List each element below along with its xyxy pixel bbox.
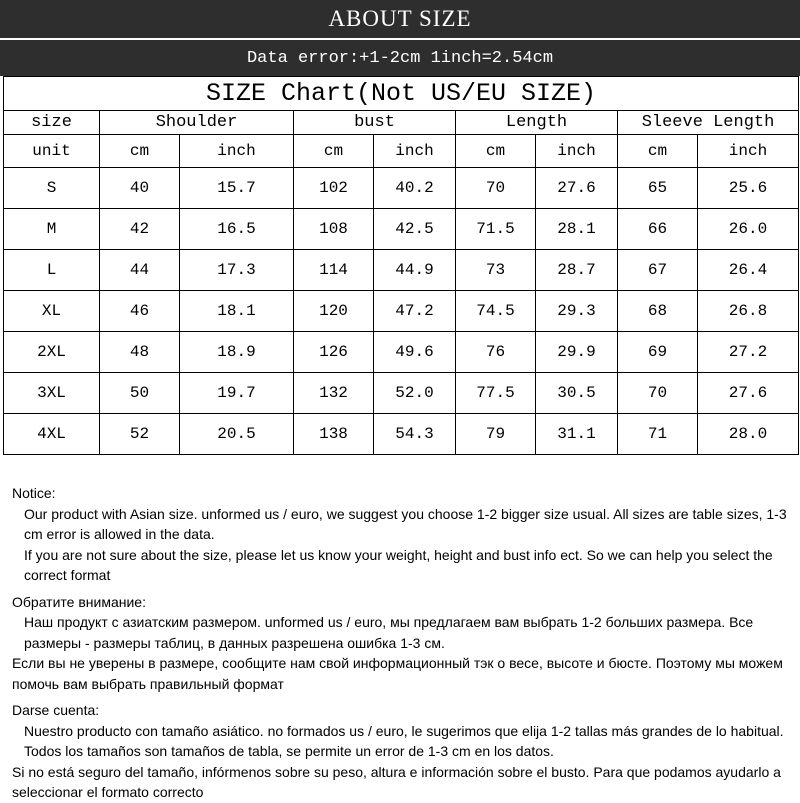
- header-length: Length: [456, 111, 618, 135]
- measurement-cell: 19.7: [180, 373, 294, 414]
- measurement-cell: 54.3: [374, 414, 456, 455]
- unit-cell: inch: [374, 135, 456, 168]
- table-row: [4, 373, 799, 414]
- table-row: [4, 168, 799, 209]
- measurement-cell: 16.5: [180, 209, 294, 250]
- measurement-cell: 102: [294, 168, 374, 209]
- measurement-cell: 20.5: [180, 414, 294, 455]
- measurement-cell: 52.0: [374, 373, 456, 414]
- measurement-cell: 26.8: [698, 291, 799, 332]
- measurement-cell: 65: [618, 168, 698, 209]
- table-row: [4, 414, 799, 455]
- measurement-cell: 28.1: [536, 209, 618, 250]
- measurement-cell: 70: [618, 373, 698, 414]
- table-row: [4, 250, 799, 291]
- unit-cell: inch: [180, 135, 294, 168]
- measurement-cell: 76: [456, 332, 536, 373]
- measurement-cell: 17.3: [180, 250, 294, 291]
- measurement-cell: 18.1: [180, 291, 294, 332]
- size-label-cell: 4XL: [4, 414, 100, 455]
- header-sleeve-length: Sleeve Length: [618, 111, 799, 135]
- size-label-cell: 3XL: [4, 373, 100, 414]
- measurement-cell: 27.6: [698, 373, 799, 414]
- measurement-cell: 50: [100, 373, 180, 414]
- measurement-cell: 79: [456, 414, 536, 455]
- measurement-cell: 52: [100, 414, 180, 455]
- measurement-cell: 49.6: [374, 332, 456, 373]
- measurement-cell: 40.2: [374, 168, 456, 209]
- size-label-cell: M: [4, 209, 100, 250]
- measurement-cell: 114: [294, 250, 374, 291]
- measurement-cell: 42: [100, 209, 180, 250]
- measurement-cell: 25.6: [698, 168, 799, 209]
- notice-heading-ru: Обратите внимание:: [12, 593, 146, 610]
- measurement-cell: 28.7: [536, 250, 618, 291]
- measurement-cell: 68: [618, 291, 698, 332]
- notice-paragraph-ru-1: Наш продукт с азиатским размером. unformed us / euro, мы предлагаем вам выбрать 1-2 больших размера. Все размеры - размеры таблиц, в данных разрешена ошибка 1-3 см.: [24, 614, 754, 651]
- table-row: [4, 291, 799, 332]
- notice-paragraph-en-1: Our product with Asian size. unformed us / euro, we suggest you choose 1-2 bigger size usual. All sizes are table sizes, 1-3 cm error is allowed in the data.: [24, 505, 787, 542]
- measurement-cell: 66: [618, 209, 698, 250]
- measurement-cell: 77.5: [456, 373, 536, 414]
- measurement-cell: 44.9: [374, 250, 456, 291]
- notice-heading-en: Notice:: [12, 485, 56, 501]
- size-chart-table: [3, 76, 799, 455]
- measurement-cell: 138: [294, 414, 374, 455]
- measurement-cell: 15.7: [180, 168, 294, 209]
- notice-section: [12, 483, 794, 803]
- measurement-cell: 74.5: [456, 291, 536, 332]
- unit-cell: cm: [456, 135, 536, 168]
- header-shoulder: Shoulder: [100, 111, 294, 135]
- measurement-cell: 132: [294, 373, 374, 414]
- unit-cell: cm: [618, 135, 698, 168]
- measurement-cell: 71: [618, 414, 698, 455]
- measurement-cell: 27.2: [698, 332, 799, 373]
- measurement-cell: 69: [618, 332, 698, 373]
- measurement-cell: 26.0: [698, 209, 799, 250]
- header-bust: bust: [294, 111, 456, 135]
- measurement-cell: 28.0: [698, 414, 799, 455]
- banner-title: ABOUT SIZE: [0, 0, 800, 38]
- size-label-cell: 2XL: [4, 332, 100, 373]
- table-row: [4, 332, 799, 373]
- unit-cell: inch: [536, 135, 618, 168]
- measurement-cell: 29.3: [536, 291, 618, 332]
- unit-cell: cm: [294, 135, 374, 168]
- measurement-cell: 48: [100, 332, 180, 373]
- measurement-cell: 30.5: [536, 373, 618, 414]
- notice-paragraph-es-1: Nuestro producto con tamaño asiático. no formados us / euro, le sugerimos que elija 1-2 tallas más grandes de lo habitual. Todos los tamaños son tamaños de tabla, se permite un error de 1-3 cm en los datos.: [24, 722, 784, 759]
- unit-cell: cm: [100, 135, 180, 168]
- unit-row: [4, 135, 799, 168]
- measurement-cell: 31.1: [536, 414, 618, 455]
- notice-paragraph-ru-2: Если вы не уверены в размере, сообщите нам свой информационный тэк о весе, высоте и бюсте. Поэтому мы можем помочь вам выбрать правильный формат: [12, 655, 783, 692]
- unit-cell: inch: [698, 135, 799, 168]
- size-label-cell: S: [4, 168, 100, 209]
- measurement-cell: 47.2: [374, 291, 456, 332]
- measurement-cell: 73: [456, 250, 536, 291]
- table-row: [4, 209, 799, 250]
- measurement-cell: 27.6: [536, 168, 618, 209]
- measurement-cell: 40: [100, 168, 180, 209]
- measurement-cell: 44: [100, 250, 180, 291]
- notice-heading-es: Darse cuenta:: [12, 702, 100, 718]
- size-label-cell: XL: [4, 291, 100, 332]
- measurement-cell: 18.9: [180, 332, 294, 373]
- measurement-cell: 120: [294, 291, 374, 332]
- header-size: size: [4, 111, 100, 135]
- measurement-cell: 108: [294, 209, 374, 250]
- measurement-cell: 126: [294, 332, 374, 373]
- size-label-cell: L: [4, 250, 100, 291]
- measurement-cell: 46: [100, 291, 180, 332]
- size-chart-title: SIZE Chart(Not US/EU SIZE): [4, 77, 799, 111]
- measurement-cell: 70: [456, 168, 536, 209]
- data-error-note: Data error:+1-2cm 1inch=2.54cm: [0, 39, 800, 76]
- measurement-cell: 26.4: [698, 250, 799, 291]
- measurement-cell: 29.9: [536, 332, 618, 373]
- measurement-cell: 71.5: [456, 209, 536, 250]
- measurement-cell: 67: [618, 250, 698, 291]
- unit-label: unit: [4, 135, 100, 168]
- notice-paragraph-es-2: Si no está seguro del tamaño, infórmenos sobre su peso, altura e información sobre el busto. Para que podamos ayudarlo a seleccionar el formato correcto: [12, 763, 781, 800]
- notice-paragraph-en-2: If you are not sure about the size, please let us know your weight, height and bust info ect. So we can help you select the correct format: [24, 546, 773, 583]
- measurement-cell: 42.5: [374, 209, 456, 250]
